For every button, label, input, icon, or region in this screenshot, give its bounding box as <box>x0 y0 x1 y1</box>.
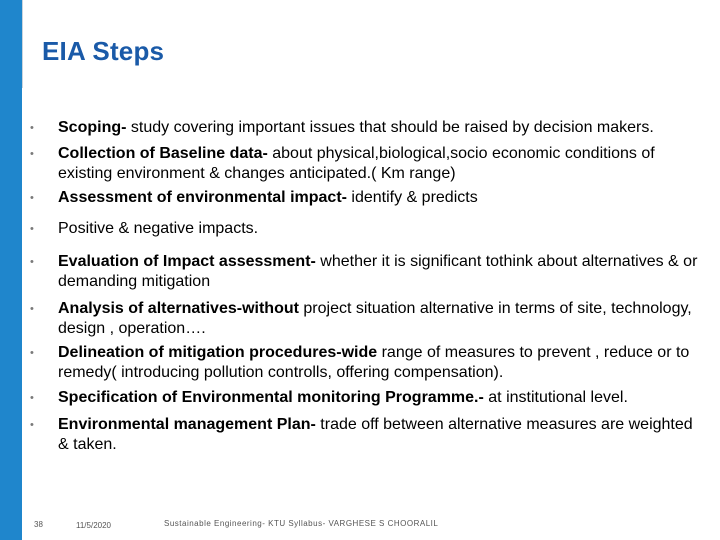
bullet-item-impacts <box>28 219 700 239</box>
bullet-text: identify & predicts <box>346 189 478 206</box>
bullet-dot-icon: • <box>30 392 34 404</box>
bullet-text: study covering important issues that should be raised by decision makers. <box>126 119 654 136</box>
bullet-term: Collection of Baseline data- <box>58 145 268 162</box>
bullet-dot-icon: • <box>30 148 34 160</box>
bullet-text: about physical,biological,socio economic conditions of existing environment & changes anticipated.( Km range) <box>58 145 655 182</box>
bullet-list <box>28 116 700 455</box>
footer-date: 11/5/2020 <box>76 521 111 530</box>
bullet-text: project situation alternative in terms of site, technology, design , operation…. <box>58 300 692 337</box>
slide-title: EIA Steps <box>42 36 165 66</box>
bullet-dot-icon: • <box>30 192 34 204</box>
bullet-term: Delineation of mitigation procedures-wide <box>58 344 378 361</box>
bullet-term: Assessment of environmental impact- <box>58 189 347 206</box>
bullet-term: Evaluation of Impact assessment- <box>58 253 316 270</box>
bullet-dot-icon: • <box>30 419 34 431</box>
bullet-dot-icon: • <box>30 256 34 268</box>
bullet-term: Specification of Environmental monitoring Programme.- <box>58 389 484 406</box>
bullet-text: range of measures to prevent , reduce or to remedy( introducing pollution controlls, offering compensation). <box>58 344 690 381</box>
bullet-item-assessment <box>28 188 700 208</box>
bullet-term: Analysis of alternatives-without <box>58 300 299 317</box>
bullet-text: at institutional level. <box>483 389 628 406</box>
bullet-term: Environmental management Plan- <box>58 416 316 433</box>
bullet-item-monitoring <box>28 388 700 408</box>
slide-number: 38 <box>34 520 43 529</box>
bullet-text: whether it is significant tothink about alternatives & or demanding mitigation <box>58 253 698 290</box>
bullet-item-alternatives <box>28 299 700 339</box>
bullet-dot-icon: • <box>30 122 34 134</box>
bullet-item-scoping <box>28 118 700 138</box>
bullet-dot-icon: • <box>30 347 34 359</box>
bullet-text: Positive & negative impacts. <box>58 220 259 237</box>
accent-bar <box>0 0 22 540</box>
bullet-item-management-plan <box>28 415 700 455</box>
bullet-text: trade off between alternative measures are weighted & taken. <box>58 416 693 453</box>
bullet-item-baseline <box>28 144 700 184</box>
bullet-dot-icon: • <box>30 303 34 315</box>
bullet-dot-icon: • <box>30 223 34 235</box>
bullet-item-mitigation <box>28 343 700 383</box>
bullet-item-evaluation <box>28 252 700 292</box>
title-divider <box>22 0 23 88</box>
bullet-term: Scoping- <box>58 119 127 136</box>
footer-text: Sustainable Engineering- KTU Syllabus- VARGHESE S CHOORALIL <box>164 519 439 528</box>
